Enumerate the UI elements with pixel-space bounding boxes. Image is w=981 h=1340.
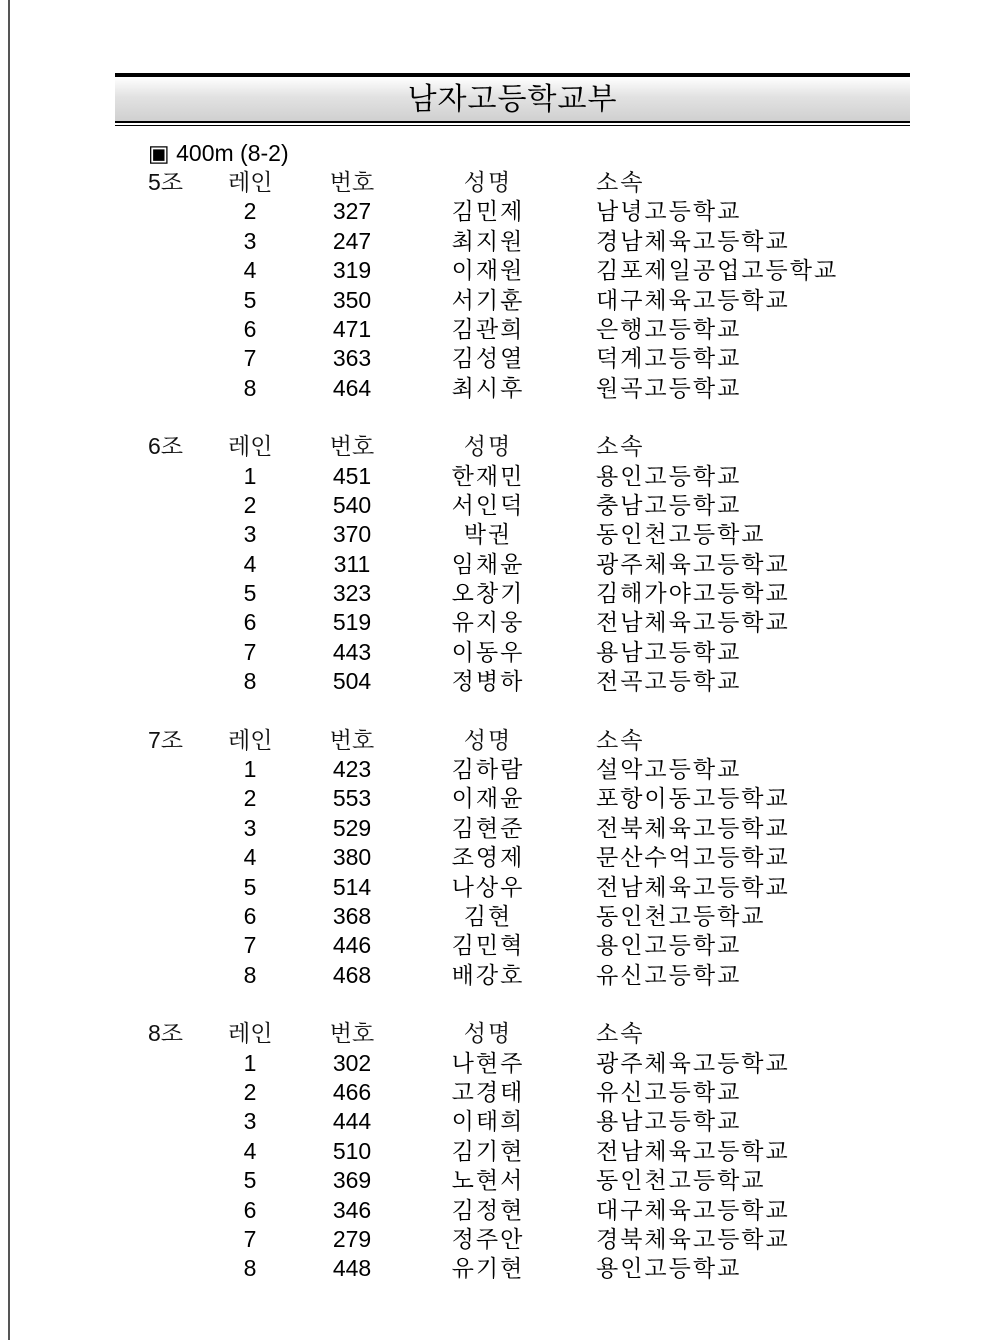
bib-column-header: 번호: [329, 726, 375, 753]
heat-header-row: [148, 1019, 908, 1048]
heat-header-row: [148, 726, 908, 755]
entry-row: [148, 931, 908, 960]
lane-number: 6: [243, 1196, 257, 1223]
division-header: [115, 73, 910, 128]
bib-number: 423: [332, 756, 372, 783]
team-name: 대구체육고등학교: [596, 286, 790, 313]
team-name: 충남고등학교: [596, 491, 742, 518]
team-name: 동인천고등학교: [596, 902, 766, 929]
athlete-name: 고경태: [451, 1078, 525, 1105]
heat-block: [148, 168, 908, 403]
lane-number: 8: [243, 668, 257, 695]
team-name: 원곡고등학교: [596, 374, 742, 401]
entry-row: [148, 1137, 908, 1166]
athlete-name: 서기훈: [451, 286, 525, 313]
heat-label: 6조: [148, 433, 184, 460]
athlete-name: 김정현: [451, 1196, 525, 1223]
name-column-header: 성명: [463, 169, 513, 195]
athlete-name: 나현주: [451, 1049, 525, 1076]
lane-number: 4: [243, 550, 257, 577]
team-name: 포항이동고등학교: [596, 785, 790, 812]
athlete-name: 나상우: [451, 873, 525, 900]
lane-number: 1: [243, 756, 257, 783]
lane-number: 3: [243, 227, 257, 254]
bib-number: 519: [332, 609, 372, 636]
heat-block: [148, 432, 908, 697]
square-bullet-icon: ▣: [148, 140, 170, 166]
team-name: 유신고등학교: [596, 1078, 742, 1105]
athlete-name: 이동우: [451, 638, 525, 665]
entry-row: [148, 755, 908, 784]
athlete-name: 정주안: [451, 1225, 525, 1252]
entry-row: [148, 579, 908, 608]
entry-row: [148, 315, 908, 344]
team-name: 김포제일공업고등학교: [596, 257, 839, 284]
bib-column-header: 번호: [329, 169, 375, 195]
lane-number: 2: [243, 785, 257, 812]
bib-number: 380: [332, 844, 372, 871]
team-column-header: 소속: [596, 1020, 645, 1047]
bib-number: 443: [332, 638, 372, 665]
entry-row: [148, 1049, 908, 1078]
entry-row: [148, 344, 908, 373]
lane-number: 5: [243, 1167, 257, 1194]
entry-row: [148, 462, 908, 491]
lane-number: 3: [243, 1108, 257, 1135]
bib-number: 471: [332, 315, 372, 342]
entry-row: [148, 1196, 908, 1225]
lane-number: 8: [243, 1255, 257, 1282]
heat-block: [148, 1019, 908, 1284]
entry-row: [148, 1166, 908, 1195]
bib-number: 247: [332, 227, 372, 254]
athlete-name: 유기현: [451, 1255, 525, 1282]
name-column-header: 성명: [463, 433, 513, 460]
entry-row: [148, 1225, 908, 1254]
entry-row: [148, 638, 908, 667]
page-left-border: [8, 0, 10, 1340]
event-label: 400m (8-2): [176, 140, 289, 166]
entry-row: [148, 608, 908, 637]
lane-number: 6: [243, 902, 257, 929]
bib-number: 369: [332, 1167, 372, 1194]
heat-list: [148, 168, 908, 1284]
athlete-name: 이재원: [451, 257, 525, 284]
entry-row: [148, 256, 908, 285]
team-column-header: 소속: [596, 433, 645, 460]
team-name: 동인천고등학교: [596, 1167, 766, 1194]
entry-row: [148, 1254, 908, 1283]
athlete-name: 조영제: [451, 844, 525, 871]
team-name: 경남체육고등학교: [596, 227, 790, 254]
lane-number: 8: [243, 374, 257, 401]
bib-number: 327: [332, 198, 372, 225]
lane-column-header: 레인: [228, 726, 273, 753]
header-bottom-rule: [115, 121, 910, 123]
team-name: 김해가야고등학교: [596, 580, 790, 607]
entry-row: [148, 374, 908, 403]
entry-row: [148, 1078, 908, 1107]
lane-number: 4: [243, 257, 257, 284]
team-name: 전남체육고등학교: [596, 1137, 790, 1164]
entry-row: [148, 814, 908, 843]
lane-number: 2: [243, 198, 257, 225]
athlete-name: 김민제: [451, 198, 525, 225]
bib-number: 319: [332, 257, 372, 284]
heat-label: 7조: [148, 726, 184, 753]
bib-number: 279: [332, 1225, 372, 1252]
bib-number: 346: [332, 1196, 372, 1223]
heat-label: 8조: [148, 1020, 184, 1047]
start-list: [148, 139, 908, 1313]
team-name: 덕계고등학교: [596, 345, 742, 372]
event-heading: [148, 139, 908, 168]
team-name: 광주체육고등학교: [596, 1049, 790, 1076]
bib-number: 446: [332, 932, 372, 959]
team-name: 대구체육고등학교: [596, 1196, 790, 1223]
athlete-name: 이재윤: [451, 785, 525, 812]
lane-number: 2: [243, 491, 257, 518]
athlete-name: 노현서: [451, 1167, 525, 1194]
team-name: 남녕고등학교: [596, 198, 742, 225]
entry-row: [148, 520, 908, 549]
bib-number: 350: [332, 286, 372, 313]
lane-number: 7: [243, 1225, 257, 1252]
entry-row: [148, 784, 908, 813]
team-name: 용인고등학교: [596, 932, 742, 959]
athlete-name: 김기현: [451, 1137, 525, 1164]
name-column-header: 성명: [463, 726, 513, 753]
team-name: 용남고등학교: [596, 638, 742, 665]
name-column-header: 성명: [463, 1020, 513, 1047]
bib-column-header: 번호: [329, 1020, 375, 1047]
bib-column-header: 번호: [329, 433, 375, 460]
athlete-name: 김현준: [451, 814, 525, 841]
athlete-name: 김현: [463, 902, 513, 929]
bib-number: 514: [332, 873, 372, 900]
header-bottom-thin-rule: [115, 125, 910, 126]
team-name: 은행고등학교: [596, 315, 742, 342]
lane-number: 1: [243, 462, 257, 489]
athlete-name: 김관희: [451, 315, 525, 342]
lane-column-header: 레인: [228, 433, 273, 460]
bib-number: 468: [332, 961, 372, 988]
bib-number: 302: [332, 1049, 372, 1076]
athlete-name: 김성열: [451, 345, 525, 372]
bib-number: 504: [332, 668, 372, 695]
team-name: 용남고등학교: [596, 1108, 742, 1135]
heat-label: 5조: [148, 169, 184, 195]
team-name: 전곡고등학교: [596, 668, 742, 695]
team-column-header: 소속: [596, 169, 645, 195]
entry-row: [148, 961, 908, 990]
bib-number: 448: [332, 1255, 372, 1282]
entry-row: [148, 902, 908, 931]
team-name: 경북체육고등학교: [596, 1225, 790, 1252]
entry-row: [148, 197, 908, 226]
lane-number: 6: [243, 609, 257, 636]
lane-number: 7: [243, 638, 257, 665]
bib-number: 323: [332, 580, 372, 607]
team-name: 용인고등학교: [596, 462, 742, 489]
lane-column-header: 레인: [228, 1020, 273, 1047]
lane-number: 7: [243, 932, 257, 959]
lane-number: 5: [243, 873, 257, 900]
athlete-name: 최지원: [451, 227, 525, 254]
athlete-name: 박권: [463, 521, 513, 548]
entry-row: [148, 873, 908, 902]
lane-number: 8: [243, 961, 257, 988]
lane-column-header: 레인: [228, 169, 273, 195]
team-name: 동인천고등학교: [596, 521, 766, 548]
bib-number: 529: [332, 814, 372, 841]
lane-number: 4: [243, 844, 257, 871]
bib-number: 311: [333, 550, 371, 577]
lane-number: 5: [243, 286, 257, 313]
bib-number: 553: [332, 785, 372, 812]
team-name: 광주체육고등학교: [596, 550, 790, 577]
athlete-name: 유지웅: [451, 609, 525, 636]
lane-number: 6: [243, 315, 257, 342]
entry-row: [148, 286, 908, 315]
bib-number: 510: [332, 1137, 372, 1164]
lane-number: 3: [243, 521, 257, 548]
athlete-name: 김하람: [451, 756, 525, 783]
team-name: 용인고등학교: [596, 1255, 742, 1282]
athlete-name: 서인덕: [451, 491, 525, 518]
lane-number: 5: [243, 580, 257, 607]
athlete-name: 이태희: [451, 1108, 525, 1135]
lane-number: 3: [243, 814, 257, 841]
entry-row: [148, 667, 908, 696]
team-name: 설악고등학교: [596, 756, 742, 783]
athlete-name: 배강호: [451, 961, 525, 988]
team-name: 전남체육고등학교: [596, 609, 790, 636]
team-column-header: 소속: [596, 726, 645, 753]
bib-number: 370: [332, 521, 372, 548]
heat-header-row: [148, 432, 908, 461]
team-name: 전남체육고등학교: [596, 873, 790, 900]
lane-number: 4: [243, 1137, 257, 1164]
heat-header-row: [148, 168, 908, 197]
entry-row: [148, 843, 908, 872]
heat-block: [148, 726, 908, 991]
athlete-name: 임채윤: [451, 550, 525, 577]
athlete-name: 정병하: [451, 668, 525, 695]
bib-number: 444: [332, 1108, 372, 1135]
bib-number: 464: [332, 374, 372, 401]
team-name: 문산수억고등학교: [596, 844, 790, 871]
bib-number: 363: [332, 345, 372, 372]
entry-row: [148, 491, 908, 520]
bib-number: 540: [332, 491, 372, 518]
lane-number: 1: [243, 1049, 257, 1076]
bib-number: 368: [332, 902, 372, 929]
entry-row: [148, 550, 908, 579]
lane-number: 2: [243, 1078, 257, 1105]
team-name: 유신고등학교: [596, 961, 742, 988]
athlete-name: 오창기: [451, 580, 525, 607]
athlete-name: 김민혁: [451, 932, 525, 959]
athlete-name: 최시후: [451, 374, 525, 401]
athlete-name: 한재민: [451, 462, 525, 489]
lane-number: 7: [243, 345, 257, 372]
division-title: 남자고등학교부: [407, 82, 618, 117]
entry-row: [148, 227, 908, 256]
entry-row: [148, 1107, 908, 1136]
bib-number: 466: [332, 1078, 372, 1105]
team-name: 전북체육고등학교: [596, 814, 790, 841]
bib-number: 451: [332, 462, 372, 489]
